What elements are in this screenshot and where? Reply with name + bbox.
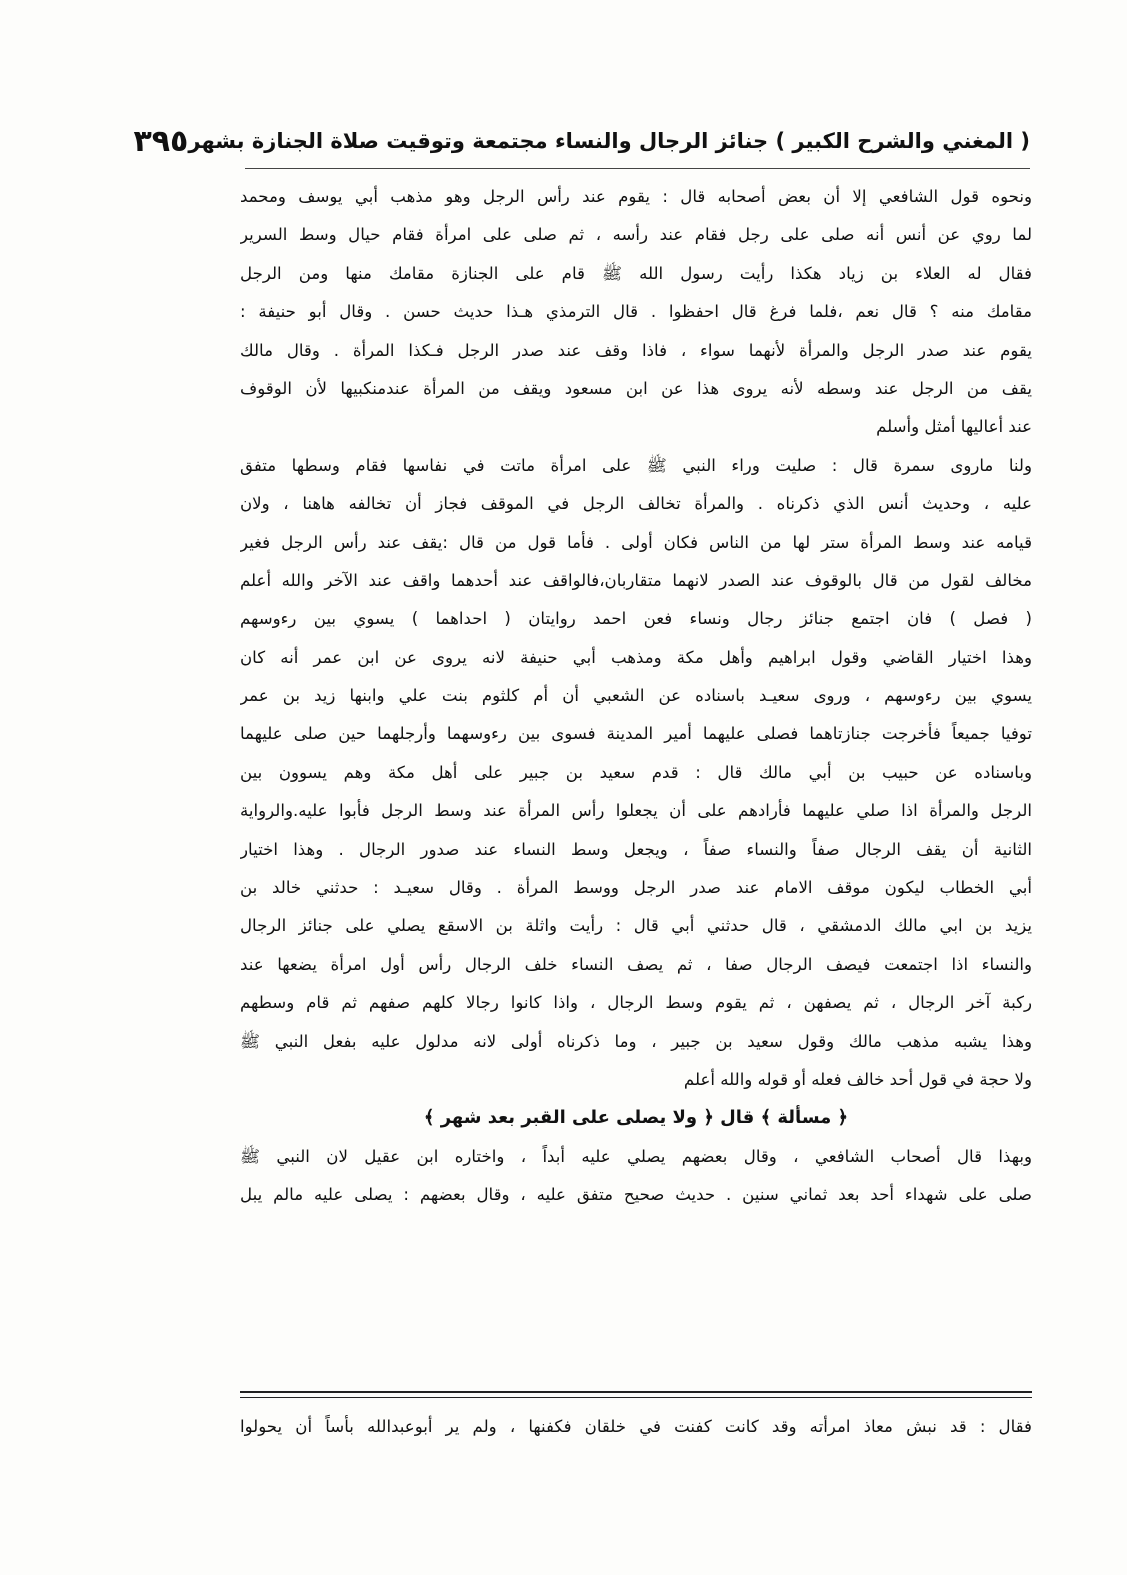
text-line: لما روي عن أنس أنه صلى على رجل فقام عند رأسه ، ثم صلى على امرأة فقام حيال وسط السرير bbox=[240, 225, 1032, 245]
running-title: ( المغني والشرح الكبير ) جنائز الرجال والنساء مجتمعة وتوقيت صلاة الجنازة بشهر bbox=[188, 129, 1030, 153]
text-line: الرجل والمرأة اذا صلي عليهما فأرادهم على أن يجعلوا رأس المرأة عند وسط الرجل فأبوا عليه.والرواية bbox=[240, 801, 1032, 821]
text-line: أبي الخطاب ليكون موقف الامام عند صدر الرجل ووسط المرأة . وقال سعيـد : حدثني خالد بن bbox=[240, 878, 1032, 898]
text-line: والنساء اذا اجتمعت فيصف الرجال صفا ، ثم يصف النساء خلف الرجال رأس أول امرأة يضعها عند bbox=[240, 954, 1032, 974]
text-line: وبهذا قال أصحاب الشافعي ، وقال بعضهم يصلي عليه أبداً ، واختاره ابن عقيل لان النبي ﷺ bbox=[240, 1146, 1032, 1166]
text-line: مخالف لقول من قال بالوقوف عند الصدر لانهما متقاربان،فالواقف عند أحدهما واقف عند الآخر والله أعلم bbox=[240, 570, 1032, 590]
page-header bbox=[133, 118, 1030, 164]
footnote-line: فقال : قد نبش معاذ امرأته وقد كانت كفنت في خلقان فكفنها ، ولم ير أبوعبدالله بأساً أن يحولوا bbox=[240, 1417, 1032, 1436]
text-line: عند أعاليها أمثل وأسلم bbox=[876, 417, 1032, 437]
footnote bbox=[240, 1408, 1032, 1446]
text-line: ركبة آخر الرجال ، ثم يصفهن ، ثم يقوم وسط الرجال ، واذا كانوا رجالا كلهم صفهم ثم قام وسطهم bbox=[240, 993, 1032, 1013]
header-rule bbox=[245, 168, 1030, 169]
text-line: يزيد بن ابي مالك الدمشقي ، قال حدثني أبي قال : رأيت واثلة بن الاسقع يصلي على جنائز الرجال bbox=[240, 916, 1032, 936]
text-line: قيامه عند وسط المرأة ستر لها من الناس فكان أولى . فأما قول من قال :يقف عند رأس الرجل فغير bbox=[240, 532, 1032, 552]
section-heading: ﴿ مسألة ﴾ قال ﴿ ولا يصلى على القبر بعد شهر ﴾ bbox=[423, 1107, 849, 1129]
text-line: يقف من الرجل عند وسطه لأنه يروى هذا عن ابن مسعود ويقف من المرأة عندمنكبيها لأن الوقوف bbox=[240, 378, 1032, 398]
main-text bbox=[240, 178, 1032, 1215]
text-line: عليه ، وحديث أنس الذي ذكرناه . والمرأة تخالف الرجل في الموقف فجاز أن تخالفه هاهنا ، ولان bbox=[240, 494, 1032, 514]
footnote-rule bbox=[240, 1391, 1032, 1393]
text-line: ( فصل ) فان اجتمع جنائز رجال ونساء فعن احمد روايتان ( احداهما ) يسوي بين رءوسهم bbox=[240, 609, 1032, 629]
text-line: توفيا جميعاً فأخرجت جنازتاهما فصلى عليهما أمير المدينة فسوى بين رءوسهما وأرجلهما حين صلى عليهما bbox=[240, 724, 1032, 744]
text-line: ولا حجة في قول أحد خالف فعله أو قوله والله أعلم bbox=[683, 1069, 1032, 1089]
text-line: وباسناده عن حبيب بن أبي مالك قال : قدم سعيد بن جبير على أهل مكة وهم يسوون بين bbox=[240, 762, 1032, 782]
text-line: الثانية أن يقف الرجال صفاً والنساء صفاً ، ويجعل وسط النساء عند صدور الرجال . وهذا اختيار bbox=[240, 839, 1032, 859]
text-line: يسوي بين رءوسهم ، وروى سعيـد باسناده عن الشعبي أن أم كلثوم بنت علي وابنها زيد بن عمر bbox=[240, 686, 1032, 706]
text-line: فقال له العلاء بن زياد هكذا رأيت رسول الله ﷺ قام على الجنازة مقامك منها ومن الرجل bbox=[240, 263, 1032, 283]
text-line: ونحوه قول الشافعي إلا أن بعض أصحابه قال : يقوم عند رأس الرجل وهو مذهب أبي يوسف ومحمد bbox=[240, 187, 1032, 206]
page-number: ٣٩٥ bbox=[133, 123, 189, 159]
text-line: ولنا ماروى سمرة قال : صليت وراء النبي ﷺ على امرأة ماتت في نفاسها فقام وسطها متفق bbox=[240, 455, 1032, 475]
footnote-rule-thin bbox=[240, 1397, 1032, 1398]
text-line: مقامك منه ؟ قال نعم ،فلما فرغ قال احفظوا . قال الترمذي هـذا حديث حسن . وقال أبو حنيفة : bbox=[240, 302, 1032, 322]
text-line: وهذا يشبه مذهب مالك وقول سعيد بن جبير ، وما ذكرناه أولى لانه مدلول عليه بفعل النبي ﷺ bbox=[240, 1031, 1032, 1051]
text-line: وهذا اختيار القاضي وقول ابراهيم وأهل مكة ومذهب أبي حنيفة لانه يروى عن ابن عمر أنه كان bbox=[240, 647, 1032, 667]
text-line: صلى على شهداء أحد بعد ثماني سنين . حديث صحيح متفق عليه ، وقال بعضهم : يصلى عليه مالم يبل bbox=[240, 1185, 1032, 1205]
text-line: يقوم عند صدر الرجل والمرأة لأنهما سواء ، فاذا وقف عند صدر الرجل فـكذا المرأة . وقال مالك bbox=[240, 340, 1032, 360]
